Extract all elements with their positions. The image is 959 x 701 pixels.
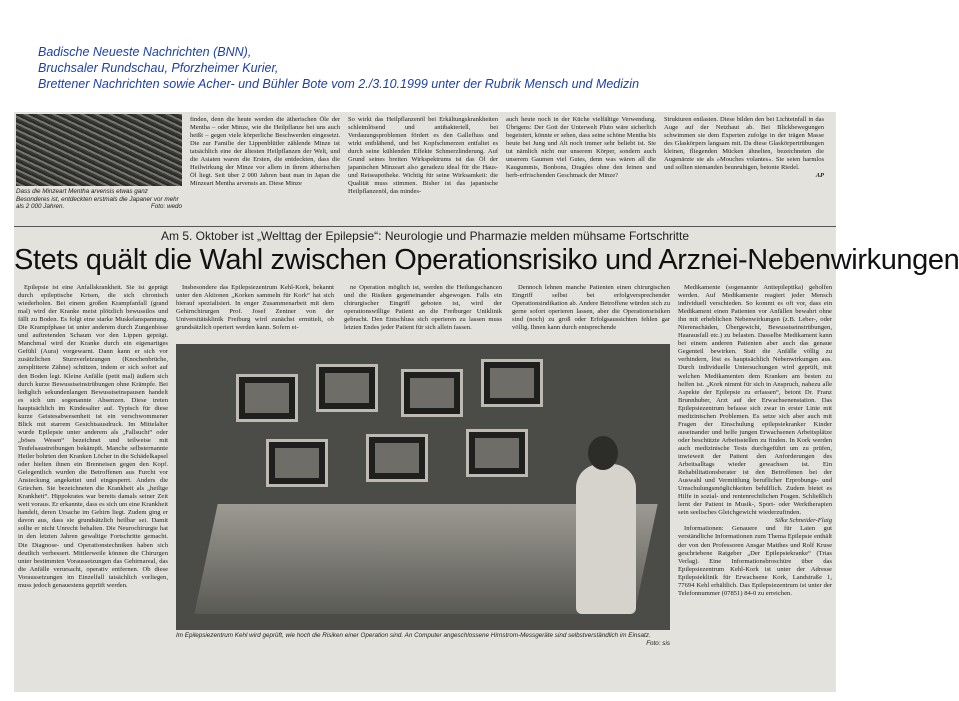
person-graphic [576,464,636,614]
photo-caption-text: Im Epilepsiezentrum Kehl wird geprüft, wie hoch die Risiken einer Operation sind. An Computer angeschlossene Hirnstrom-Messgeräte sind selbstverständlich im Einsatz. [176,632,651,639]
article-info-box: Informationen: Genauere und für Laien gut verständliche Informationen zum Thema Epilepsie enthält der von den Professoren Ansgar Matthes und Rolf Kruse geschriebene Ratgeber „Der Epilepsiekranke“ (Trias Verlag). Eine Informationsbroschüre über das Epilepsiezentrum Kehl-Kork ist unter der Adresse Epilepsieklinik für Erwachsene Kork, Landstraße 1, 77694 Kehl erhältlich. Das Epilepsiezentrum ist unter der Telefonnummer (07851) 84-0 zu erreichen. [678,525,832,597]
source-line-3: Brettener Nachrichten sowie Acher- und Bühler Bote vom 2./3.10.1999 unter der Rubrik Mensch und Medizin [38,77,640,91]
mint-article-col-3: auch heute noch in der Küche vielfältige Verwendung. Übrigens: Der Gott der Unterwelt Pluto wäre sicherlich begeistert, könnte er sehen, dass seine schöne Mentha bis heute bei Jung und Alt noch immer sehr beliebt ist. Sie tut nämlich nicht nur unserem Körper, sondern auch unserem Gaumen viel Gutes, denn was wären all die Kaugummis, Bonbons, Dragées ohne den feinen und herb-erfrischenden Geschmack der Minze? [506,116,656,179]
source-header [38,44,828,92]
mint-photo-caption [16,188,182,211]
monitor-graphic [236,374,298,422]
monitor-graphic [466,429,528,477]
eye-article-signature: AP [815,172,824,179]
eye-article-text: Strukturen entlasten. Diese bilden den bei Lichteinfall in das Auge auf der Netzhaut ab. Bei Blickbewegungen schwimmen sie dem Experten zufolge in der trägen Masse des Glaskörpers langsam mit. Da diese Glaskörpertrübungen kleinen, fliegenden Mücken ähnelten, bezeichneten die Augenärzte sie als »Mouches volantes«. Sie seien harmlos und sollten niemanden beunruhigen, betonte Riedel. [664,116,824,171]
mint-caption-text: Dass die Minzeart Mentha arvensis etwas ganz Besonderes ist, entdeckten erstmals die Japaner vor mehr als 2 000 Jahren. [16,188,179,210]
article-col-4 [512,284,670,342]
article-col-4-text: Dennoch lehnen manche Patienten einen chirurgischen Eingriff selbst bei erfolgversprechender Operationsindikation ab. Andere Betroffene würden sich zu gerne sofort operieren lassen, aber die Operationsrisiken sind (noch) zu groß oder Erfolgsaussichten fehlen gar völlig. Ihnen kann durch entsprechende [512,284,670,332]
article-col-5 [678,284,832,688]
article-kicker: Am 5. Oktober ist „Welttag der Epilepsie“: Neurologie und Pharmazie melden mühsame Fortschritte [160,229,689,243]
mint-photo [16,114,182,186]
article-col-2 [176,284,334,342]
mint-article-col-1: finden, denn die heute werden die ätherischen Öle der Mentha – oder Minze, wie die Heilpflanze bei uns auch heißt – gegen viele körperliche Beschwerden eingesetzt. Die zur Familie der Lippenblütler zählende Minze ist tatsächlich eine der ältesten Heilpflanzen der Welt, und die Asiaten waren die Ersten, die entdeckten, dass die Heilwirkung der Minze vor allem in ihrem ätherischen Öl liegt. Seit über 2 000 Jahren baut man in Japan die Minzeart Mentha arvensis an. Diese Minze [190,116,340,187]
source-line-1: Badische Neueste Nachrichten (BNN), [38,45,252,59]
photo-credit: Foto: sis [646,639,670,647]
monitor-graphic [401,369,463,417]
article-col-2-text: Insbesondere das Epilepsiezentrum Kehl-Kork, bekannt unter den Aktionen „Korken sammeln für Kork“ hat sich hierauf spezialisiert. In enger Zusammenarbeit mit dem Gehirnchirurgen Prof. Josef Zentner von der Universitätsklinik Freiburg wird zunächst ermittelt, ob grundsätzlich operiert werden kann. Sofern ei- [176,284,334,332]
article-col-1 [18,284,168,688]
person-head-graphic [588,436,618,470]
article-col-3-text: ne Operation möglich ist, werden die Heilungschancen und die Risiken gegeneinander abgewogen. Falls ein chirurgischer Eingriff geboten ist, wird der operationswillige Patient an die Freiburger Uniklinik gebracht. Den Entschluss sich operieren zu lassen muss letzten Endes jeder Patient für sich allein fassen. [344,284,502,332]
monitor-graphic [266,439,328,487]
article-col-5-text: Medikamente (sogenannte Antiepileptika) geholfen werden. Auf Medikamente reagiert jeder Mensch individuell verschieden. So kommt es oft vor, dass ein Medikament einen Patienten vor Anfällen bewahrt ohne ihn mit erheblichen Nebenwirkungen (z.B. Leber-, oder Nierenschäden, Übergewicht, Bewusstseinstrübungen, Haarausfall etc.) zu belasten. Dasselbe Medikament kann bei einem anderen Patienten aber auch das genaue Gegenteil bewirken. Statt die Anfälle völlig zu verhindern, löst es hauptsächlich Nebenwirkungen aus. Durch individuelle Untersuchungen wird geprüft, mit welchen Medikamenten dem Kranken am besten zu helfen ist. „Kork nimmt für sich in Anspruch, nahezu alle Aspekte der Epilepsie zu erfassen“, betont Dr. Franz Brunnhuber, Arzt auf der Erwachsenenstation. Das Epilepsiezentrum befasse sich zwar in erster Linie mit medizinischen Problemen. Es setze sich aber auch mit Fragen der Einschulung epilepsiekranker Kinder auseinander und helfe jungen Erwachsenen Arbeitsplätze oder beschützte Arbeitsstellen zu finden. In Kork werden auch medizinische Tests durchgeführt um zu prüfen, inwieweit der Patient den Anforderungen des Arbeitsalltags wieder gewachsen ist. Ein Rehabilitationsberater ist den Betroffenen bei der Auswahl und Vermittlung beruflicher Erprobungs- und Umschulungsmöglichkeiten behilflich. Zudem bietet es Hilfe in sozial- und rentenrechtlichen Fragen. Schließlich lernt der Patient in Musik-, Sport- oder Werktherapien sein seelisches Gleichgewicht wiederzufinden. [678,284,832,517]
article-col-1-text: Epilepsie ist eine Anfallskrankheit. Sie ist geprägt durch epileptische Krisen, die sich chronisch wiederholen. Bei einem großen Krampfanfall (grand mal) wird der Kranke meist plötzlich bewusstlos und fällt zu Boden. Es folgt eine starke Muskelanspannung. Die Krampfphase ist unter anderem durch Zungenbisse und auftretenden Schaum vor den Lippen geprägt. Manchmal wird der Kranke durch ein eigenartiges Gefühl (Aura) vorgewarnt. Dann kann er sich vor zusätzlichen Sturzverletzungen (Knochenbrüche, zersplitterte Zähne) schützen, indem er sich sofort auf den Boden legt. Kleine Anfälle (petit mal) äußern sich durch kurze Bewusstseinstrübungen ohne Krämpfe. Bei lediglich sekundenlangen Bewusstseinspausen handelt es sich um sogenannte Absenzen. Diese treten hauptsächlich im Kindesalter auf. Typisch für diese kurze Geistesabwesenheit ist ein verschwommener Blick mit starrem Gesichtsausdruck. Im Mittelalter wurde Epilepsie unter anderem als „Fallsucht“ oder „böses Wesen“ bezeichnet und teilweise mit Teufelsaustreibungen bekämpft. Manche selbsternannte Heiler bohrten den Kranken Löcher in die Schädelkapsel oder hielten ihnen ein Brenneisen gegen den Kopf. Gelegentlich wurden die Betroffenen aus Furcht vor Ansteckung angekettet und eingesperrt. Anders die Griechen. Sie bezeichneten die Krankheit als „heilige Krankheit“. Hippokrates war bereits damals seiner Zeit weit voraus. Er erkannte, dass es sich um eine Krankheit handelt, deren Ursache im Gehirn liegt. Zudem ging er davon aus, dass sie grundsätzlich heilbar sei. Damit sollte er nicht Unrecht behalten. Die Neurochirurgie hat in den letzten Jahren gewaltige Fortschritte gemacht. Die Diagnose- und Operationstechniken haben sich deutlich verbessert. Mittlerweile können die Chirurgen unter bestimmten Voraussetzungen das Gehirnareal, das die Anfälle verursacht, operativ entfernen. Ob diese Voraussetzungen im Einzelfall tatsächlich vorliegen, muss jedoch genauestens geprüft werden. [18,284,168,589]
article-col-3 [344,284,502,342]
monitor-graphic [316,364,378,412]
divider-rule [14,226,836,227]
monitor-graphic [481,359,543,407]
article-headline: Stets quält die Wahl zwischen Operationsrisiko und Arznei-Nebenwirkungen [14,244,959,276]
newspaper-clipping [14,112,959,692]
article-author: Silke Schneider-Flaig [774,517,832,525]
monitor-graphic [366,434,428,482]
source-line-2: Bruchsaler Rundschau, Pforzheimer Kurier, [38,61,279,75]
previous-articles-strip [14,112,836,224]
photo-caption [176,632,670,647]
epilepsy-center-photo [176,344,670,630]
mint-photo-credit: Foto: wedo [150,203,182,210]
mint-article-col-2: So wirkt das Heilpflanzenöl bei Erkältungskrankheiten schleimlösend und antibakteriell, bei Verdauungsproblemen fördert es den Gallefluss und wirkt entblähend, und bei Kopfschmerzen entfaltet es durch seine kühlenden Effekte Schmerzlinderung. Auf Grund seines breiten Wirkspektrums ist das Öl der japanischen Minzeart also geradezu ideal für die Haus- und Reiseapotheke. Wichtig für seine Wirksamkeit: die Qualität muss stimmen. Bisher ist das japanische Heilpflanzenöl, das mindes- [348,116,498,195]
eye-article-col [664,116,824,216]
